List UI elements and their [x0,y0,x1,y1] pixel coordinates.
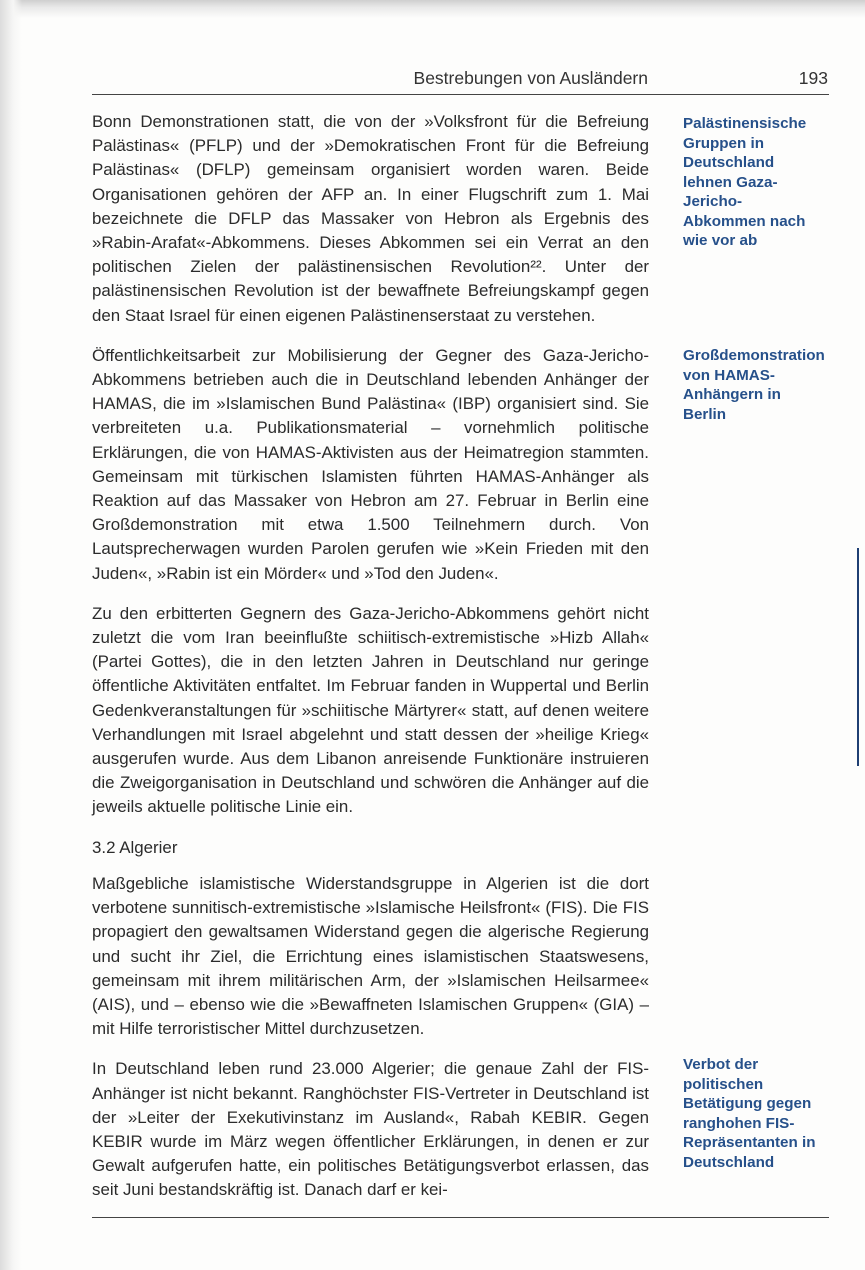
main-text-column [92,110,649,1219]
footer-rule [92,1217,829,1218]
margin-note-fis-ban: Verbot der politischen Betätigung gegen ranghohen FIS-Repräsentanten in Deutschland [683,1056,816,1171]
paragraph-fis: Maßgebliche islamistische Widerstandsgruppe in Algerien ist die dort verbotene sunnitisch-extremistische »Islamische Heilsfront« (FIS). Die FIS propagiert den gewaltsamen Widerstand gegen die algerische Regierung und sucht ihr Ziel, die Errichtung eines islamistischen Staatswesens, gemeinsam mit ihrem militärischen Arm, der »Islamischen Heilsarmee« (AIS), und – ebenso wie die »Bewaffneten Islamischen Gruppen« (GIA) – mit Hilfe terroristischer Mittel durchzusetzen. [92,873,649,1039]
section-heading-algerier: 3.2 Algerier [92,837,178,857]
margin-note-palestinian-groups: Palästinensische Gruppen in Deutschland lehnen Gaza-Jericho-Abkommen nach wie vor ab [683,115,807,249]
scan-shadow-top [0,0,865,18]
margin-note-hamas-demonstration: Großdemonstration von HAMAS-Anhängern in Berlin [683,347,825,423]
paragraph-kebir: In Deutschland leben rund 23.000 Algerier; die genaue Zahl der FIS-Anhänger ist nicht bekannt. Ranghöchster FIS-Vertreter in Deutschland ist der »Leiter der Exekutivinstanz im Ausland«, Rabah KEBIR. Gegen KEBIR wurde im März wegen öffentlicher Erklärungen, in denen er zur Gewalt aufgerufen hatte, ein politisches Betätigungsverbot erlassen, das seit Juni bestandskräftig ist. Danach darf er kei- [92,1059,649,1200]
paragraph-pflp-dflp: Bonn Demonstrationen statt, die von der »Volksfront für die Befreiung Palästinas« (PFLP) und der »Demokratischen Front für die Befreiung Palästinas« (DFLP) gemeinsam organisiert worden waren. Beide Organisationen gehören der AFP an. In einer Flugschrift zum 1. Mai bezeichnete die DFLP das Massaker von Hebron als Ergebnis des »Rabin-Arafat«-Abkommens. Dieses Abkommen sei ein Verrat an den politischen Zielen der palästinensischen Revolution²². Unter der palästinensischen Revolution ist der bewaffnete Befreiungskampf gegen den Staat Israel für einen eigenen Palästinenserstaat zu verstehen. [92,112,649,325]
paragraph-hamas: Öffentlichkeitsarbeit zur Mobilisierung der Gegner des Gaza-Jericho-Abkommens betrieben auch die in Deutschland lebenden Anhänger der HAMAS, die im »Islamischen Bund Palästina« (IBP) organisiert sind. Sie verbreiteten u.a. Publikationsmaterial – vornehmlich politische Erklärungen, die von HAMAS-Aktivisten aus der Heimatregion stammten. Gemeinsam mit türkischen Islamisten führten HAMAS-Anhänger als Reaktion auf das Massaker von Hebron am 27. Februar in Berlin eine Großdemonstration mit etwa 1.500 Teilnehmern durch. Von Lautsprecherwagen wurden Parolen gerufen wie »Kein Frieden mit den Juden«, »Rabin ist ein Mörder« und »Tod den Juden«. [92,345,649,583]
paragraph-hizb-allah: Zu den erbitterten Gegnern des Gaza-Jericho-Abkommens gehört nicht zuletzt die vom Iran beeinflußte schiitisch-extremistische »Hizb Allah« (Partei Gottes), die in den letzten Jahren in Deutschland nur geringe öffentliche Aktivitäten entfaltet. Im Februar fanden in Wuppertal und Berlin Gedenkveranstaltungen für »schiitische Märtyrer« statt, auf denen weitere Verhandlungen mit Israel abgelehnt und statt dessen der »heilige Krieg« ausgerufen wurde. Aus dem Libanon anreisende Funktionäre instruieren die Zweigorganisation in Deutschland und schwören die Anhänger auf die jeweils aktuelle politische Linie ein. [92,603,649,817]
scan-shadow-left [0,0,22,1270]
margin-marker-bar [857,548,859,766]
page-number: 193 [798,68,828,88]
header-rule [92,94,829,95]
running-header-title: Bestrebungen von Ausländern [413,68,648,88]
